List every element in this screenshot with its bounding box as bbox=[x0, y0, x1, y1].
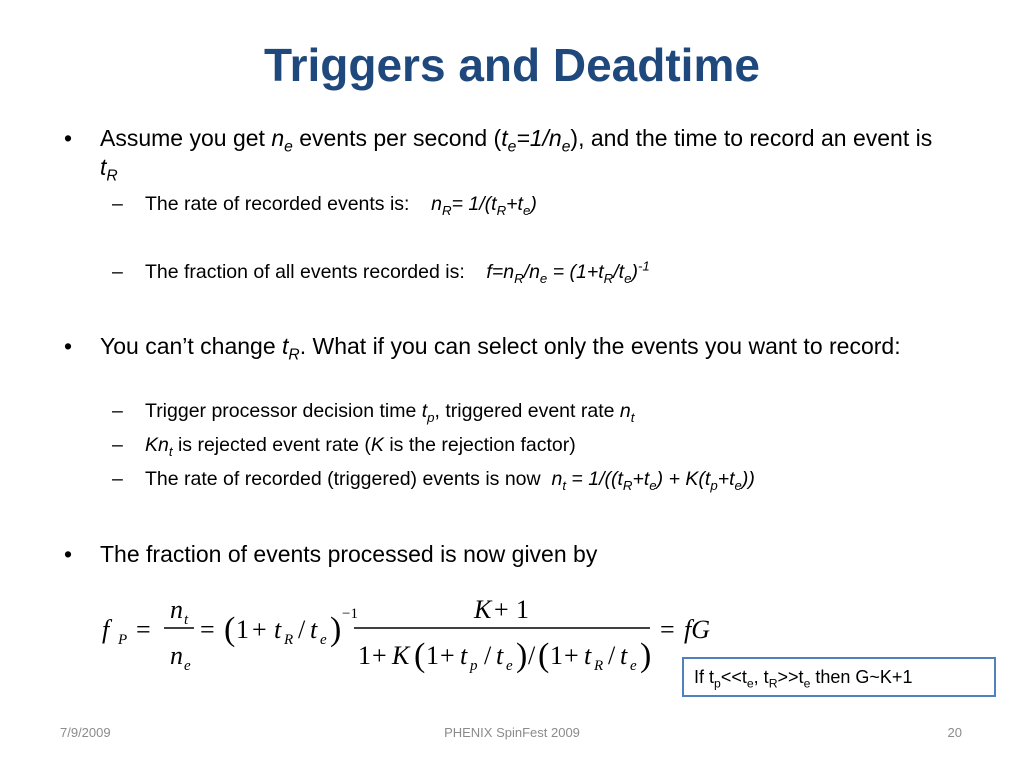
svg-text:+: + bbox=[440, 641, 455, 670]
svg-text:/: / bbox=[484, 641, 492, 670]
svg-text:1: 1 bbox=[236, 615, 249, 644]
bullet-marker: • bbox=[64, 125, 73, 151]
svg-text:=: = bbox=[660, 615, 675, 644]
dash-marker: – bbox=[112, 261, 123, 283]
dash-marker: – bbox=[112, 434, 123, 456]
svg-text:): ) bbox=[330, 611, 342, 648]
bullet-1-text: Assume you get $n_e$ events per second $(t_e=1/n_e)$, and the time to record an event is $t_R$ bbox=[100, 125, 933, 185]
svg-text:/: / bbox=[298, 615, 306, 644]
svg-text:1: 1 bbox=[550, 641, 563, 670]
svg-text:1: 1 bbox=[516, 595, 529, 624]
svg-text:t: t bbox=[184, 612, 189, 628]
sub-bullet-fraction-text: The fraction of all events recorded is: $f=n_R/n_e = (1+t_R/t_e)^{-1}$ bbox=[145, 258, 650, 286]
sub-bullet-rejected-text: $Kn_t$ is rejected event rate (K is the rejection factor) bbox=[145, 434, 576, 459]
svg-text:(: ( bbox=[538, 637, 550, 674]
svg-text:+: + bbox=[564, 641, 579, 670]
svg-text:t: t bbox=[274, 615, 282, 644]
svg-text:e: e bbox=[506, 658, 513, 674]
svg-text:t: t bbox=[310, 615, 318, 644]
bullet-3-text: The fraction of events processed is now given by bbox=[100, 541, 598, 567]
svg-text:(: ( bbox=[414, 637, 426, 674]
dash-marker: – bbox=[112, 468, 123, 490]
svg-text:fG: fG bbox=[684, 615, 710, 644]
footer-page-number: 20 bbox=[947, 725, 962, 740]
svg-text:): ) bbox=[640, 637, 652, 674]
dash-marker: – bbox=[112, 400, 123, 422]
dash-marker: – bbox=[112, 193, 123, 215]
sub-bullet-trigger-text: Trigger processor decision time $t_p$, triggered event rate $n_t$ bbox=[145, 400, 635, 425]
svg-text:): ) bbox=[516, 637, 528, 674]
svg-text:R: R bbox=[594, 658, 604, 674]
fraction-equation bbox=[90, 590, 730, 680]
sub-bullet-rate-text: The rate of recorded events is: $n_R= 1/(t_R+t_e)$ bbox=[145, 193, 537, 218]
svg-text:t: t bbox=[584, 641, 592, 670]
svg-text:+: + bbox=[252, 615, 267, 644]
svg-text:t: t bbox=[496, 641, 504, 670]
svg-text:t: t bbox=[460, 641, 468, 670]
svg-text:/: / bbox=[608, 641, 616, 670]
svg-text:=: = bbox=[136, 615, 151, 644]
bullet-2-text: You can’t change $t_R$. What if you can select only the events you want to record: bbox=[100, 333, 901, 364]
svg-text:t: t bbox=[620, 641, 628, 670]
svg-text:e: e bbox=[320, 632, 327, 648]
svg-text:=: = bbox=[200, 615, 215, 644]
svg-text:K: K bbox=[392, 641, 410, 670]
svg-text:+: + bbox=[494, 595, 509, 624]
footer-title: PHENIX SpinFest 2009 bbox=[444, 725, 580, 740]
svg-text:e: e bbox=[184, 658, 191, 674]
svg-text:/: / bbox=[528, 641, 536, 670]
sub-bullet-triggered-rate-text: The rate of recorded (triggered) events is now $n_t = 1/((t_R+t_e) + K(t_p+t_e))$ bbox=[145, 468, 755, 493]
svg-text:+: + bbox=[372, 641, 387, 670]
svg-text:e: e bbox=[630, 658, 637, 674]
svg-text:(: ( bbox=[224, 611, 236, 648]
svg-text:P: P bbox=[118, 632, 128, 648]
bullet-marker: • bbox=[64, 541, 73, 567]
bullet-marker: • bbox=[64, 333, 73, 359]
svg-text:p: p bbox=[470, 658, 478, 674]
svg-text:n: n bbox=[170, 595, 183, 624]
approximation-note: If $t_p<<t_e$, $t_R>>t_e$ then G~K+1 bbox=[682, 657, 996, 697]
slide-title: Triggers and Deadtime bbox=[264, 39, 760, 91]
svg-text:1: 1 bbox=[358, 641, 371, 670]
svg-text:f: f bbox=[102, 615, 110, 644]
svg-text:R: R bbox=[284, 632, 294, 648]
svg-text:K: K bbox=[474, 595, 492, 624]
svg-text:n: n bbox=[170, 641, 183, 670]
svg-text:−1: −1 bbox=[342, 606, 358, 622]
footer-date: 7/9/2009 bbox=[60, 725, 111, 740]
svg-text:1: 1 bbox=[426, 641, 439, 670]
